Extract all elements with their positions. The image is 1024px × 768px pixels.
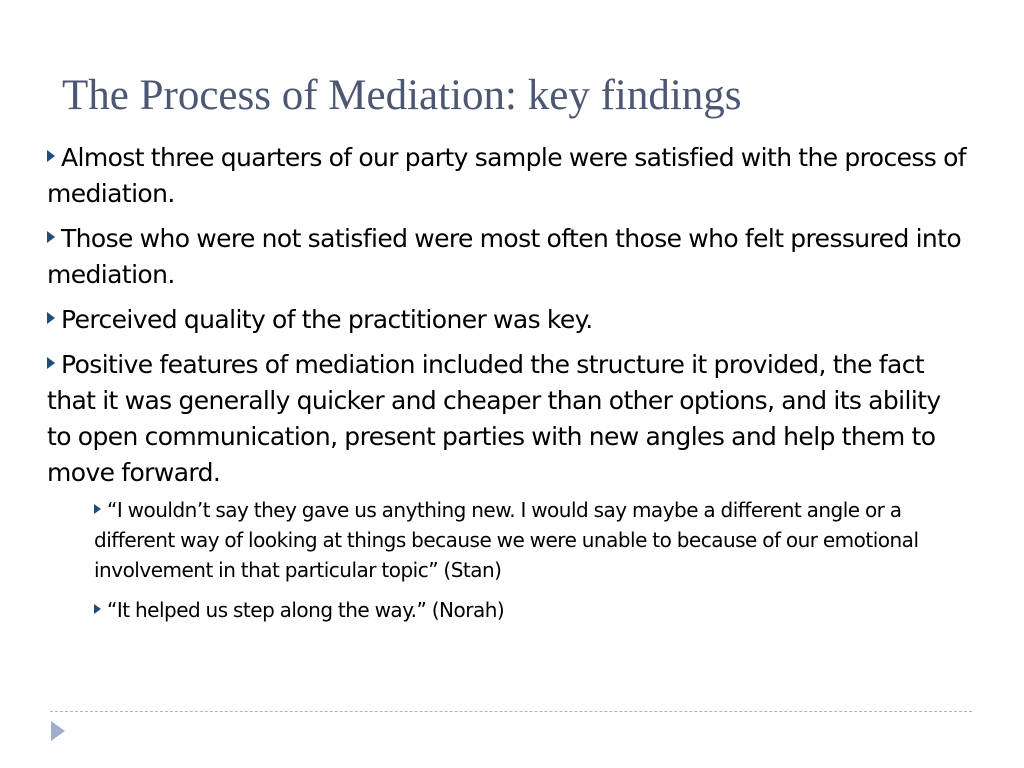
footer-triangle-icon [51, 721, 65, 741]
bullet-item [47, 302, 967, 338]
footer-divider [50, 711, 972, 712]
sub-bullet-item [94, 595, 967, 625]
bullet-arrow-icon [47, 357, 55, 369]
sub-bullet-list [47, 495, 967, 625]
sub-bullet-arrow-icon [94, 504, 101, 514]
bullet-item [47, 347, 967, 625]
bullet-arrow-icon [47, 150, 55, 162]
bullet-text: Almost three quarters of our party sample were satisfied with the process of mediation. [47, 143, 966, 208]
sub-bullet-arrow-icon [94, 604, 101, 614]
bullet-arrow-icon [47, 231, 55, 243]
bullet-text: Positive features of mediation included the structure it provided, the fact that it was generally quicker and cheaper than other options, and its ability to open communication, present parties with new angles and help them to move forward. [47, 350, 941, 487]
quote-text: “I wouldn’t say they gave us anything new. I would say maybe a different angle or a different way of looking at things because we were unable to because of our emotional involvement in that particular topic” (Stan) [94, 498, 919, 582]
bullet-item [47, 140, 967, 212]
quote-text: “It helped us step along the way.” (Norah) [107, 598, 505, 622]
slide-title: The Process of Mediation: key findings [62, 72, 742, 119]
bullet-text: Perceived quality of the practitioner was key. [61, 305, 593, 334]
bullet-arrow-icon [47, 312, 55, 324]
bullet-item [47, 221, 967, 293]
bullet-text: Those who were not satisfied were most often those who felt pressured into mediation. [47, 224, 962, 289]
bullet-list [47, 140, 967, 635]
sub-bullet-item [94, 495, 967, 585]
